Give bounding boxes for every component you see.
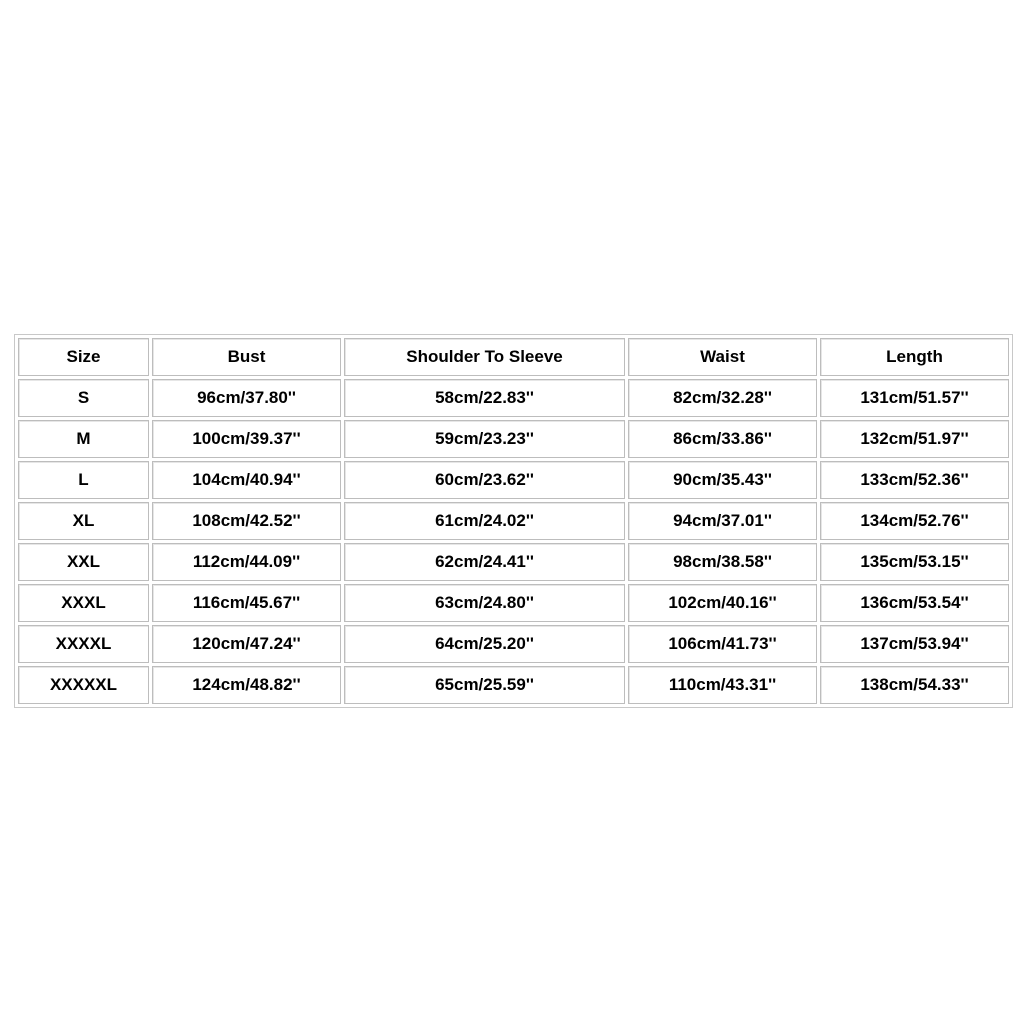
- size-cell: XXXXXL: [18, 666, 149, 704]
- table-row: [18, 625, 1009, 663]
- size-cell: XL: [18, 502, 149, 540]
- shoulder-to-sleeve-cell: 59cm/23.23'': [344, 420, 625, 458]
- waist-cell: 102cm/40.16'': [628, 584, 817, 622]
- length-cell: 132cm/51.97'': [820, 420, 1009, 458]
- waist-cell: 90cm/35.43'': [628, 461, 817, 499]
- bust-cell: 104cm/40.94'': [152, 461, 341, 499]
- length-cell: 135cm/53.15'': [820, 543, 1009, 581]
- bust-cell: 116cm/45.67'': [152, 584, 341, 622]
- size-chart-table: [14, 334, 1013, 708]
- shoulder-to-sleeve-cell: 60cm/23.62'': [344, 461, 625, 499]
- header-waist: Waist: [628, 338, 817, 376]
- waist-cell: 106cm/41.73'': [628, 625, 817, 663]
- length-cell: 138cm/54.33'': [820, 666, 1009, 704]
- length-cell: 136cm/53.54'': [820, 584, 1009, 622]
- shoulder-to-sleeve-cell: 65cm/25.59'': [344, 666, 625, 704]
- size-cell: M: [18, 420, 149, 458]
- bust-cell: 96cm/37.80'': [152, 379, 341, 417]
- table-row: [18, 420, 1009, 458]
- size-cell: XXXXL: [18, 625, 149, 663]
- table-row: [18, 502, 1009, 540]
- waist-cell: 110cm/43.31'': [628, 666, 817, 704]
- bust-cell: 120cm/47.24'': [152, 625, 341, 663]
- length-cell: 133cm/52.36'': [820, 461, 1009, 499]
- size-cell: XXL: [18, 543, 149, 581]
- shoulder-to-sleeve-cell: 61cm/24.02'': [344, 502, 625, 540]
- bust-cell: 108cm/42.52'': [152, 502, 341, 540]
- size-cell: S: [18, 379, 149, 417]
- waist-cell: 98cm/38.58'': [628, 543, 817, 581]
- length-cell: 131cm/51.57'': [820, 379, 1009, 417]
- header-size: Size: [18, 338, 149, 376]
- waist-cell: 82cm/32.28'': [628, 379, 817, 417]
- shoulder-to-sleeve-cell: 58cm/22.83'': [344, 379, 625, 417]
- header-length: Length: [820, 338, 1009, 376]
- table-row: [18, 543, 1009, 581]
- length-cell: 137cm/53.94'': [820, 625, 1009, 663]
- table-row: [18, 461, 1009, 499]
- shoulder-to-sleeve-cell: 62cm/24.41'': [344, 543, 625, 581]
- shoulder-to-sleeve-cell: 63cm/24.80'': [344, 584, 625, 622]
- table-row: [18, 584, 1009, 622]
- bust-cell: 124cm/48.82'': [152, 666, 341, 704]
- size-cell: XXXL: [18, 584, 149, 622]
- table-row: [18, 666, 1009, 704]
- header-bust: Bust: [152, 338, 341, 376]
- length-cell: 134cm/52.76'': [820, 502, 1009, 540]
- shoulder-to-sleeve-cell: 64cm/25.20'': [344, 625, 625, 663]
- size-cell: L: [18, 461, 149, 499]
- header-shoulder-to-sleeve: Shoulder To Sleeve: [344, 338, 625, 376]
- bust-cell: 100cm/39.37'': [152, 420, 341, 458]
- waist-cell: 94cm/37.01'': [628, 502, 817, 540]
- bust-cell: 112cm/44.09'': [152, 543, 341, 581]
- waist-cell: 86cm/33.86'': [628, 420, 817, 458]
- table-row: [18, 379, 1009, 417]
- table-header-row: [18, 338, 1009, 376]
